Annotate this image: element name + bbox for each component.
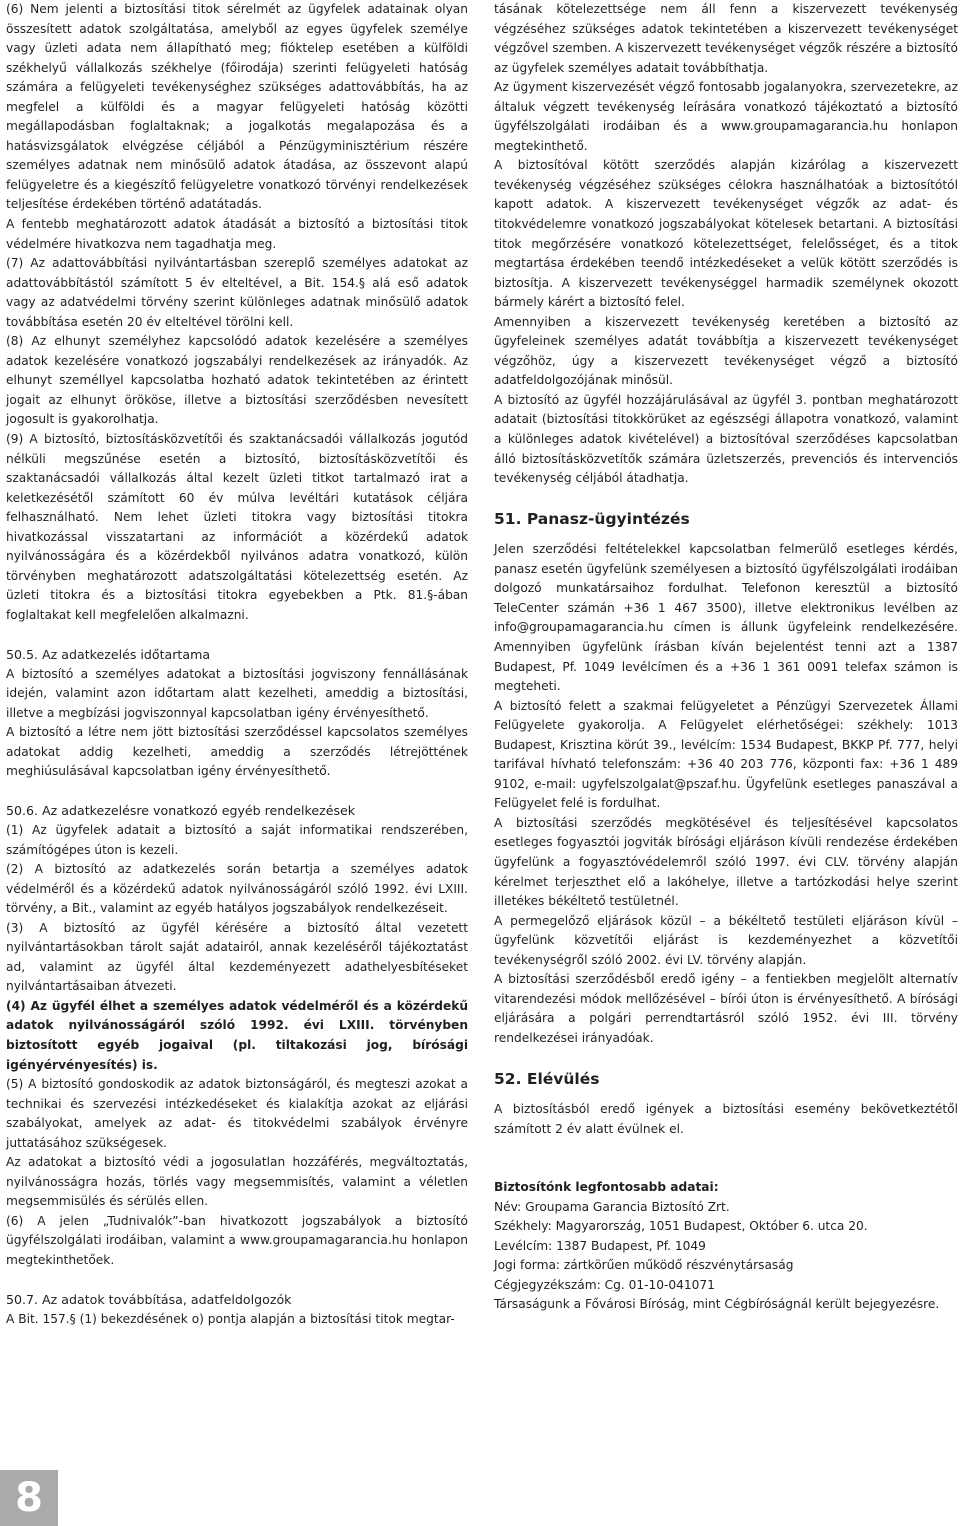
paragraph-50-5-a: A biztosító a személyes adatokat a biztosítási jogviszony fennállásának idején, valamint azon időtartam alatt kezelheti, ameddig a biztosítási, illetve a megbízási jogviszonnyal kapcsolatban igény érvényesíthető. (6, 666, 468, 720)
left-column (6, 0, 468, 1329)
paragraph-continued: tásának kötelezettsége nem áll fenn a kiszervezett tevékenység végzéséhez szükséges adatok tekintetében a kiszervezett tevékenységet végzővel szemben. A kiszervezett tevékenységet végzők részére a biztosító az ügyfelek személyes adatait továbbíthatja. (494, 2, 958, 75)
spacer (6, 626, 468, 646)
paragraph-processor: Amennyiben a kiszervezett tevékenység keretében a biztosító az ügyfeleinek személyes adatát továbbítja a kiszervezett tevékenységet végzőhöz, úgy a kiszervezett tevékenységet végző a biztosító adatfeldolgozójának minősül. (494, 314, 958, 388)
paragraph-consumer-disputes: A biztosítási szerződés megkötésével és teljesítésével kapcsolatos esetleges fogyasztói jogviták bírósági eljáráson kívüli rendezése érdekében ügyfelünk a fogyasztóvédelemről szóló 1997. évi CLV. törvény alapján kérelmet terjeszthet elő a lakóhelye, illetve a tartózkodási helye szerint illetékes békéltető testületnél. (494, 815, 958, 909)
paragraph-6-continuation: A fentebb meghatározott adatok átadását a biztosító a biztosítási titok védelmére hivatkozva nem tagadhatja meg. (6, 217, 468, 251)
paragraph-contract-data: A biztosítóval kötött szerződés alapján kizárólag a kiszervezett tevékenység végzéséhez szükséges célokra használhatóak a biztosítótól kapott adatok. A kiszervezett tevékenységet végzők az adat- és titokvédelemre vonatkozó jogszabályokat kötelesek betartani. A biztosítási titok megőrzésére vonatkozó kötelezettséget, felelősséget, és a titok megtartása érdekében teendő intézkedéseket a velük kötött szerződés is biztosítja. A kiszervezett tevékenységgel harmadik személynek okozott bármely kárért a biztosító felel. (494, 158, 958, 310)
paragraph-2: (2) A biztosító az adatkezelés során betartja a személyes adatok védelméről és a közérdekű adatok nyilvánosságáról szóló 1992. évi LXIII. törvény, a Bit., valamint az egyéb hatályos jogszabályok rendelkezéseit. (6, 862, 468, 916)
paragraph-8: (8) Az elhunyt személyhez kapcsolódó adatok kezelésére a személyes adatok kezelésére vonatkozó jogszabályi rendelkezések az irányadók. Az elhunyt személlyel kapcsolatba hozható adatok tekintetében az érintett jogait az elhunyt örököse, illetve a biztosítási szerződésben nevesített jogosult is gyakorolhatja. (6, 334, 468, 427)
heading-52: 52. Elévülés (494, 1069, 600, 1088)
spacer (494, 1090, 958, 1100)
paragraph-limitation: A biztosításból eredő igények a biztosítási esemény bekövetkeztétől számított 2 év alatt évülnek el. (494, 1101, 958, 1136)
company-legal-form: Jogi forma: zártkörűen működő részvénytársaság (494, 1258, 794, 1273)
paragraph-5-continuation: Az adatokat a biztosító védi a jogosulatlan hozzáférés, megváltoztatás, nyilvánosságra hozás, törlés vagy megsemmisítés, valamint a véletlen megsemmisülés és sérülés ellen. (6, 1155, 468, 1209)
spacer (494, 1048, 958, 1068)
paragraph-50-7: A Bit. 157.§ (1) bekezdésének o) pontja alapján a biztosítási titok megtar- (6, 1311, 455, 1326)
heading-50-5: 50.5. Az adatkezelés időtartama (6, 647, 211, 663)
paragraph-6: (6) Nem jelenti a biztosítási titok sérelmét az ügyfelek adatainak olyan összesített adatok szolgáltatása, amelyből az egyes ügyfelek személye vagy üzleti adata nem állapítható meg; fióktelep esetében a külföldi székhelyű vállalkozás székhelye (főirodája) szerinti felügyeleti hatóság számára a felügyeleti tevékenységhez szükséges adattovábbítás, ha az megfelel a külföldi és a magyar felügyeleti hatóság közötti megállapodásban foglaltaknak; a jogalkotás megalapozása és a hatásvizsgálatok elvégzése céljából a Pénzügyminisztérium részére személyes adatnak nem minősülő adatok átadása, az összevont alapú felügyeletre és a kiegészítő felügyeletre vonatkozó törvényi rendelkezések teljesítése érdekében történő adatátadás. (6, 2, 468, 212)
paragraph-7: (7) Az adattovábbítási nyilvántartásban szereplő személyes adatokat az adattovábbítástól számított 5 év elteltével, a Bit. 154.§ alá eső adatok vagy az adatvédelmi törvény szerint különleges adatnak minősülő adatok továbbítása esetén 20 év elteltével törölni kell. (6, 256, 468, 329)
spacer (494, 1159, 958, 1179)
spacer (494, 530, 958, 540)
spacer (6, 1271, 468, 1291)
company-seat: Székhely: Magyarország, 1051 Budapest, Október 6. utca 20. (494, 1219, 868, 1234)
heading-50-6: 50.6. Az adatkezelésre vonatkozó egyéb rendelkezések (6, 803, 356, 819)
paragraph-mediation: A permegelőző eljárások közül – a békéltető testületi eljáráson kívül – ügyfelünk közvetítői eljárást is kezdeményezhet a közvetítői tevékenységről szóló 2002. évi LV. törvény alapján. (494, 913, 958, 967)
paragraph-complaints: Jelen szerződési feltételekkel kapcsolatban felmerülő esetleges kérdés, panasz esetén ügyfelünk személyesen a biztosító ügyfélszolgálati irodáiban dolgozó munkatársaihoz fordulhat. Telefonon keresztül a biztosító TeleCenter számán +36 1 467 3500), illetve elektronikus levélben az info@groupamagarancia.hu címen is állunk ügyfeleink rendelkezésére. Amennyiben ügyfelünk írásban kíván bejelentést tenni azt a 1387 Budapest, Pf. 1049 levélcímen és a +36 1 361 0091 telefax számon is megteheti. (494, 542, 958, 694)
spacer (494, 489, 958, 509)
paragraph-court: A biztosítási szerződésből eredő igény – a fentiekben megjelölt alternatív vitarendezési módok mellőzésével – bírói úton is érvényesíthető. A bírósági eljárására a polgári perrendtartásról szóló 1952. évi III. törvény rendelkezései irányadóak. (494, 972, 958, 1045)
paragraph-outsourcing: Az ügyment kiszervezését végző fontosabb jogalanyokra, szervezetekre, az általuk végzett tevékenység leírására vonatkozó tájékoztató a biztosító ügyfélszolgálati irodáiban és a www.groupamagarancia.hu honlapon megtekinthető. (494, 80, 958, 153)
right-column (494, 0, 958, 1315)
company-info-title: Biztosítónk legfontosabb adatai: (494, 1180, 719, 1195)
paragraph-3: (3) A biztosító az ügyfél kérésére a biztosító által vezetett nyilvántartásokban tárolt saját adatairól, annak kezeléséről tájékoztatást ad, valamint az ügyfél által kezdeményezett adathelyesbítéseket nyilvántartásaiban átvezeti. (6, 920, 468, 994)
company-registration-number: Cégjegyzékszám: Cg. 01-10-041071 (494, 1277, 715, 1292)
page-number: 8 (0, 1470, 58, 1526)
paragraph-5: (5) A biztosító gondoskodik az adatok biztonságáról, és megteszi azokat a technikai és szervezési intézkedéseket és kialakítja azokat az eljárási szabályokat, amelyek az adat- és titokvédelmi szabályok érvényre juttatásához szükségesek. (6, 1077, 468, 1150)
company-mailing-address: Levélcím: 1387 Budapest, Pf. 1049 (494, 1238, 706, 1253)
paragraph-6-links: (6) A jelen „Tudnivalók”-ban hivatkozott jogszabályok a biztosító ügyfélszolgálati irodáiban, valamint a www.groupamagarancia.hu honlapon megtekinthetőek. (6, 1213, 468, 1267)
paragraph-1: (1) Az ügyfelek adatait a biztosító a saját informatikai rendszerében, számítógépes úton is kezeli. (6, 822, 468, 857)
company-registration-court: Társaságunk a Fővárosi Bíróság, mint Cégbíróságnál került bejegyezésre. (494, 1297, 940, 1312)
paragraph-supervision: A biztosító felett a szakmai felügyeletet a Pénzügyi Szervezetek Állami Felügyelete gyakorolja. A Felügyelet elérhetőségei: székhely: 1013 Budapest, Krisztina körút 39., levélcím: 1534 Budapest, BKKP Pf. 777, helyi tarifával hívható telefonszám: +36 40 203 776, központi fax: +36 1 489 9102, e-mail: ugyfelszolgalat@pszaf.hu. Ügyfelünk esetleges panaszával a Felügyelet felé is fordulhat. (494, 698, 958, 811)
spacer (494, 1139, 958, 1159)
heading-50-7: 50.7. Az adatok továbbítása, adatfeldolgozók (6, 1292, 292, 1308)
paragraph-consent: A biztosító az ügyfél hozzájárulásával az ügyfél 3. pontban meghatározott adatait (biztosítási titokkörüket az egészségi állapotra vonatkozó, valamint a különleges adatok kivételével) a biztosítóval szerződéses kapcsolatban álló biztosításközvetítők számára üzletszerzés, prevenciós és intervenciós tevékenység céljából átadhatja. (494, 392, 958, 486)
paragraph-4-bold: (4) Az ügyfél élhet a személyes adatok védelméről és a közérdekű adatok nyilvánosságáról szóló 1992. évi LXIII. törvényben biztosított egyéb jogaival (pl. tiltakozási jog, bírósági igényérvényesítés) is. (6, 998, 468, 1072)
heading-51: 51. Panasz-ügyintézés (494, 510, 690, 529)
paragraph-50-5-b: A biztosító a létre nem jött biztosítási szerződéssel kapcsolatos személyes adatokat addig kezelheti, ameddig a szerződés létrejöttének meghiúsulásával kapcsolatban igény érvényesíthető. (6, 725, 468, 779)
company-name: Név: Groupama Garancia Biztosító Zrt. (494, 1199, 730, 1214)
paragraph-9: (9) A biztosító, biztosításközvetítői és szaktanácsadói vállalkozás jogutód nélküli megszűnése esetén a biztosító, biztosításközvetítői és szaktanácsadói vállalkozás által kezelt üzleti titkot tartalmazó irat a keletkezésétől számított 60 év múlva levéltári kutatások céljára felhasználható. Nem lehet üzleti titokra vagy biztosítási titokra hivatkozással visszatartani az információt a közérdekű adatok nyilvánosságára és a közérdekből nyilvános adatra vonatkozó, külön törvényben meghatározott adatszolgáltatási kötelezettség esetén. Az üzleti titokra és a biztosítási titokra egyebekben a Ptk. 81.§-ában foglaltakat kell megfelelően alkalmazni. (6, 432, 468, 622)
spacer (6, 782, 468, 802)
